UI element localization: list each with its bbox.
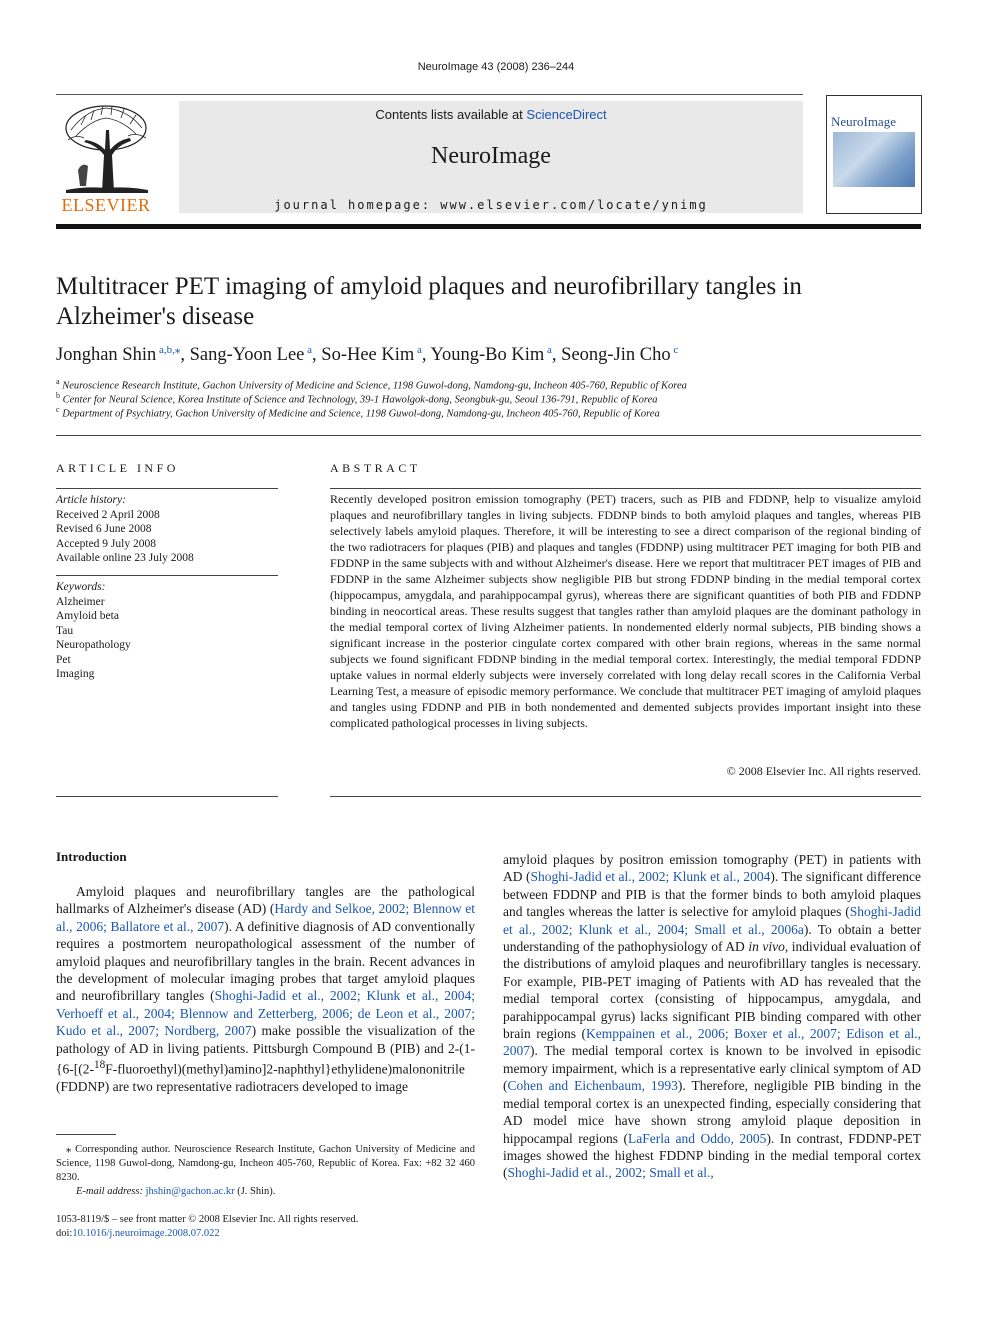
front-matter <box>56 1213 475 1241</box>
body-text: ). A definitive diagnosis of AD conventionally requires a postmortem neuropathological assessment of the number of amyloid plaques and neurofibrillary tangles in the brain. Recent advances in the development of molecular imaging probes that target amyloid plaques and neurofibrillary tangles ( <box>56 918 476 1004</box>
body-text: ). The medial temporal cortex is known to be involved in episodic memory impairment, which is a representative early clinical symptom of AD ( <box>503 1043 921 1094</box>
divider <box>56 435 921 436</box>
citation-link[interactable]: LaFerla and Oddo, 2005 <box>628 1130 767 1146</box>
keywords-list <box>56 595 278 682</box>
citation-link[interactable]: Cohen and Eichenbaum, 1993 <box>507 1078 678 1094</box>
body-text: , individual evaluation of the distributions of amyloid plaques and neurofibrillary tangles is necessary. For example, PIB-PET imaging of Patients with AD has revealed that the medial temporal cortex (consisting of hippocampus, amygdala, and parahippocampal gyrus) lacks significant PIB binding compared with other brain regions ( <box>503 939 921 1042</box>
author-affiliation-mark[interactable]: a,b,⁎ <box>156 344 181 356</box>
affiliation-mark: b <box>56 391 60 400</box>
header-thick-rule <box>56 224 921 229</box>
author-separator: , <box>421 345 431 366</box>
journal-cover-thumbnail[interactable] <box>826 95 922 214</box>
citation-link[interactable]: Hardy and Selkoe, 2002; Blennow et al., 2006; Ballatore et al., 2007 <box>56 901 475 934</box>
body-text: ). In contrast, FDDNP-PET images showed the highest FDDNP binding in the medial temporal cortex ( <box>503 1130 921 1181</box>
affiliation-a <box>56 377 687 392</box>
email-label: E-mail address: <box>76 1186 143 1197</box>
body-text: ) make possible the visualization of the pathology of AD in living patients. Pittsburgh Compound B (PIB) and 2-(1-{6-[(2- <box>56 1023 475 1077</box>
affiliation-c <box>56 405 660 420</box>
footnote-rule <box>56 1134 116 1135</box>
cover-brain-image <box>833 132 915 187</box>
affiliation-b <box>56 391 658 406</box>
doi-prefix: doi: <box>56 1228 73 1239</box>
author-separator: , <box>551 345 562 366</box>
history-item: Revised 6 June 2008 <box>56 523 152 535</box>
journal-citation: NeuroImage 43 (2008) 236–244 <box>417 61 575 73</box>
corresponding-author-footnote <box>56 1143 475 1199</box>
footnote-text: Corresponding author. Neuroscience Research Institute, Gachon University of Medicine and Science, 1198 Guwol-dong, Namdong-gu, Incheon 405-760, Republic of Korea. Fax: +82 32 460 8230. <box>56 1144 475 1183</box>
email-link[interactable]: jhshin@gachon.ac.kr <box>145 1186 235 1197</box>
affiliation-mark: c <box>56 405 60 414</box>
history-item: Received 2 April 2008 <box>56 508 160 521</box>
author-name[interactable]: Seong-Jin Cho <box>561 345 671 366</box>
body-text: ). The significant difference between FDDNP and PIB is that the former binds to both amyloid plaques and tangles whereas the latter is selective for amyloid plaques ( <box>503 869 921 920</box>
author-affiliation-mark[interactable]: a <box>544 344 552 356</box>
history-label: Article history: <box>56 494 126 506</box>
keywords-label: Keywords: <box>56 581 106 593</box>
author-separator: , <box>312 345 322 366</box>
abstract-copyright: © 2008 Elsevier Inc. All rights reserved. <box>726 764 921 778</box>
article-history <box>56 493 278 566</box>
isotope-superscript: 18 <box>93 1059 106 1072</box>
author-name[interactable]: Sang-Yoon Lee <box>189 345 305 366</box>
divider <box>56 796 278 797</box>
affiliation-text: Neuroscience Research Institute, Gachon University of Medicine and Science, 1198 Guwol-dong, Namdong-gu, Incheon 405-760, Republic of Korea <box>62 380 687 392</box>
doi-link[interactable]: 10.1016/j.neuroimage.2008.07.022 <box>72 1228 220 1239</box>
email-suffix: (J. Shin). <box>234 1186 276 1197</box>
author-affiliation-mark[interactable]: a <box>304 344 313 356</box>
affiliation-mark: a <box>56 377 60 386</box>
footnote-mark: ⁎ <box>66 1144 72 1155</box>
citation-link[interactable]: Shoghi-Jadid et al., 2002; Klunk et al., 2004 <box>530 869 771 885</box>
header-rule <box>56 94 803 95</box>
elsevier-wordmark: ELSEVIER <box>61 195 151 215</box>
abstract-text: Recently developed positron emission tomography (PET) tracers, such as PIB and FDDNP, help to visualize amyloid plaques and neurofibrillary tangles in living subjects. FDDNP binds to both amyloid plaques and tangles, whereas PIB selectively labels amyloid plaques. Therefore, it will be interesting to see a direct comparison of the regional binding of the two radiotracers for plaques (PIB) and plaques and tangles (FDDNP) using multitracer PET imaging for both PIB and FDDNP in the same subjects with and without Alzheimer's disease. Here we report that multitracer PET images of PIB and FDDNP in the same Alzheimer subjects show negligible PIB but strong FDDNP binding in the medial temporal cortex (hippocampus, amygdala, and parahippocampal gyrus), whereas there are significant quantities of both PIB and FDDNP binding in neocortical areas. These results suggest that tangles rather than amyloid plaques are the dominant pathology in the medial temporal cortex of living Alzheimer patients. In nondemented elderly normal subjects, PIB binding shows a significant increase in the posterior cingulate cortex compared with other brain regions, whereas in the same normal subjects we found significant FDDNP binding in the medial temporal cortex. Interestingly, the medial temporal FDDNP uptake values in normal elderly subjects were inversely correlated with long delay recall scores in the California Verbal Learning Test, a measure of episodic memory performance. We conclude that multitracer PET imaging of amyloid plaques and tangles using FDDNP and PIB in both nondemented and demented subjects provides important insight into these complicated pathological processes in living subjects. <box>330 492 921 730</box>
citation-link[interactable]: Kemppainen et al., 2006; Boxer et al., 2007; Edison et al., 2007 <box>503 1026 921 1059</box>
affiliation-text: Department of Psychiatry, Gachon University of Medicine and Science, 1198 Guwol-dong, Namdong-gu, Incheon 405-760, Republic of Korea <box>62 408 660 420</box>
divider <box>56 575 278 576</box>
body-text: ). Therefore, negligible PIB binding in the medial temporal cortex is an unexpected finding, especially considering that AD model mice have shown strong amyloid plaque deposition in hippocampal regions ( <box>503 1078 921 1146</box>
affiliation-text: Center for Neural Science, Korea Institute of Science and Technology, 39-1 Hawolgok-dong, Seongbuk-gu, Seoul 136-791, Republic of Korea <box>62 394 658 406</box>
contents-line <box>179 107 803 122</box>
divider <box>330 488 921 489</box>
keyword-item: Alzheimer <box>56 595 105 608</box>
abstract-heading: ABSTRACT <box>330 461 421 475</box>
journal-homepage[interactable]: journal homepage: www.elsevier.com/locate/ynimg <box>274 198 708 212</box>
journal-name: NeuroImage <box>431 143 551 169</box>
italic-text: in vivo <box>748 939 785 955</box>
citation-link[interactable]: Shoghi-Jadid et al., 2002; Klunk et al., 2004; Verhoeff et al., 2004; Blennow and Zetterberg, 2006; de Leon et al., 2007; Kudo et al., 2007; Nordberg, 2007 <box>56 988 475 1039</box>
author-list <box>56 343 921 366</box>
introduction-heading: Introduction <box>56 849 127 864</box>
body-text: Amyloid plaques and neurofibrillary tangles are the pathological hallmarks of Alzheimer's disease (AD) ( <box>56 884 475 917</box>
history-list <box>56 508 278 566</box>
author-separator: , <box>180 345 190 366</box>
citation-link[interactable]: Shoghi-Jadid et al., 2002; Small et al., <box>507 1165 714 1181</box>
history-item: Available online 23 July 2008 <box>56 552 194 564</box>
tree-icon <box>56 100 156 196</box>
keyword-item: Neuropathology <box>56 639 131 651</box>
keyword-item: Imaging <box>56 668 95 680</box>
introduction-column-1 <box>56 883 475 1095</box>
author-name[interactable]: So-Hee Kim <box>321 345 415 366</box>
issn-line: 1053-8119/$ – see front matter © 2008 Elsevier Inc. All rights reserved. <box>56 1214 359 1225</box>
body-text: ). To obtain a better understanding of the pathophysiology of AD <box>503 921 921 955</box>
author-name[interactable]: Jonghan Shin <box>56 345 157 366</box>
author-name[interactable]: Young-Bo Kim <box>430 345 545 366</box>
citation-link[interactable]: Shoghi-Jadid et al., 2002; Klunk et al., 2004; Small et al., 2006a <box>503 904 921 937</box>
keyword-item: Pet <box>56 653 71 666</box>
contents-prefix: Contents lists available at <box>375 107 523 122</box>
keywords <box>56 580 278 682</box>
article-info-heading: ARTICLE INFO <box>56 461 179 475</box>
author-affiliation-mark[interactable]: c <box>670 344 679 356</box>
sciencedirect-link[interactable]: ScienceDirect <box>526 107 607 122</box>
author-affiliation-mark[interactable]: a <box>414 344 422 356</box>
history-item: Accepted 9 July 2008 <box>56 537 156 550</box>
cover-title: NeuroImage <box>831 114 896 129</box>
keyword-item: Amyloid beta <box>56 610 119 622</box>
journal-masthead <box>179 101 803 213</box>
body-text: amyloid plaques by positron emission tomography (PET) in patients with AD ( <box>503 852 921 885</box>
keyword-item: Tau <box>56 624 74 637</box>
introduction-column-2 <box>503 851 921 1182</box>
elsevier-logo[interactable] <box>56 100 156 216</box>
article-title: Multitracer PET imaging of amyloid plaques and neurofibrillary tangles in Alzheimer's disease <box>56 273 802 330</box>
body-text: F-fluoroethyl)(methyl)amino]2-naphthyl}ethylidene)malononitrile (FDDNP) are two representative radiotracers developed to image <box>56 1061 465 1094</box>
divider <box>56 488 278 489</box>
divider <box>330 796 921 797</box>
